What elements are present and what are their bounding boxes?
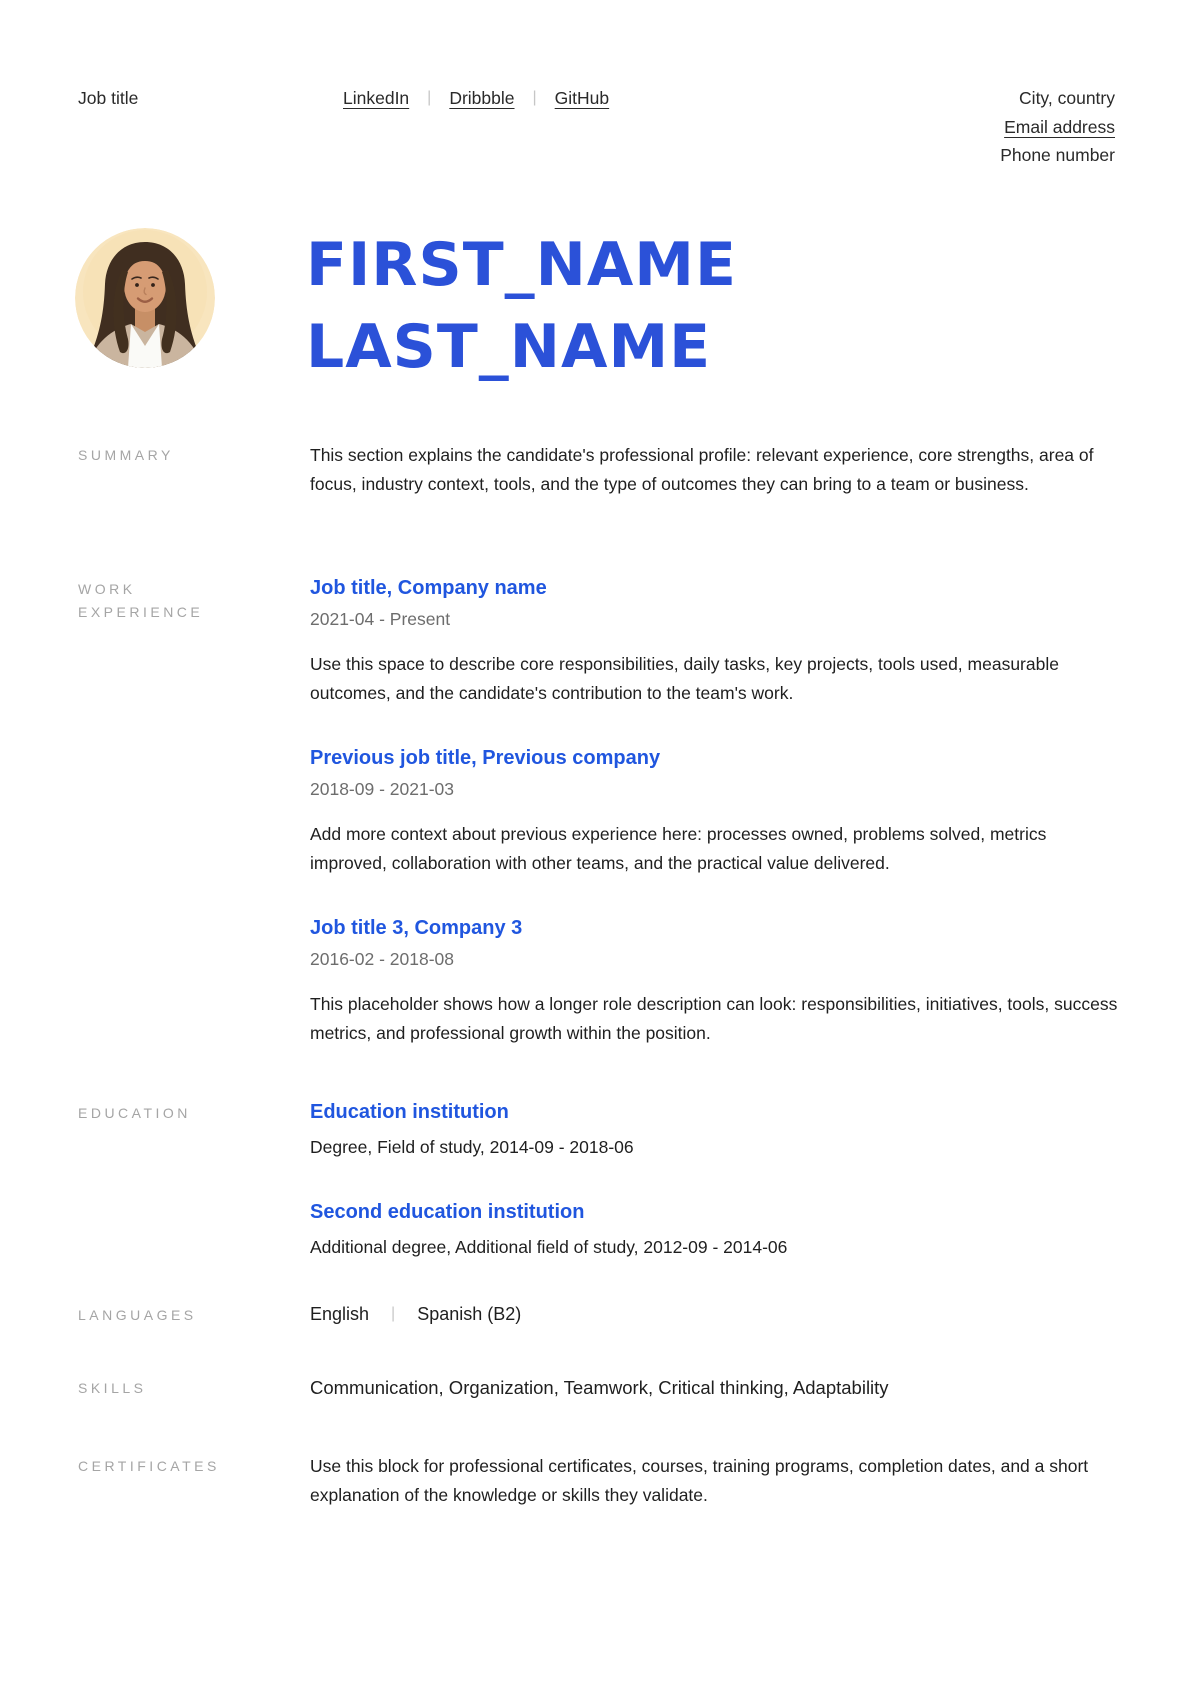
link-divider: | (532, 89, 537, 106)
language-divider: | (391, 1305, 396, 1322)
section-label-summary: SUMMARY (78, 447, 174, 463)
job-entry (310, 575, 1118, 707)
education-details: Degree, Field of study, 2014-09 - 2018-06 (310, 1137, 634, 1157)
job-dates: 2021-04 - Present (310, 609, 451, 629)
job-dates: 2018-09 - 2021-03 (310, 779, 454, 799)
section-skills (78, 1374, 1118, 1401)
section-education (78, 1099, 1118, 1259)
link-divider: | (427, 89, 432, 106)
job-description: Add more context about previous experience here: processes owned, problems solved, metrics improved, collaboration with other teams, and the practical value delivered. (310, 824, 1047, 873)
job-dates: 2016-02 - 2018-08 (310, 949, 454, 969)
job-entry (310, 915, 1118, 1047)
header-links (343, 84, 609, 112)
section-summary (78, 441, 1118, 499)
dribbble-link[interactable]: Dribbble (449, 88, 515, 108)
section-label-work-experience: WORK EXPERIENCE (78, 581, 204, 620)
job-description: Use this space to describe core responsibilities, daily tasks, key projects, tools used, measurable outcomes, and the candidate's contribution to the team's work. (310, 654, 1059, 703)
job-description: This placeholder shows how a longer role description can look: responsibilities, initiatives, tools, success metrics, and professional growth within the position. (310, 994, 1118, 1043)
header-job-title: Job title (78, 88, 139, 108)
job-title-heading: Job title, Company name (310, 577, 547, 599)
first-name: FIRST_NAME (306, 230, 737, 300)
section-label-languages: LANGUAGES (78, 1307, 197, 1323)
section-certificates (78, 1452, 1118, 1510)
location-text: City, country (1019, 88, 1115, 108)
job-title-heading: Previous job title, Previous company (310, 747, 661, 769)
github-link[interactable]: GitHub (554, 88, 610, 108)
summary-text: This section explains the candidate's professional profile: relevant experience, core strengths, area of focus, industry context, tools, and the type of outcomes they can bring to a team or business. (310, 445, 1094, 494)
language-item: Spanish (B2) (417, 1304, 522, 1324)
woman-portrait-illustration (75, 228, 215, 368)
skills-text: Communication, Organization, Teamwork, Critical thinking, Adaptability (310, 1377, 889, 1398)
header-contact (1000, 84, 1115, 170)
email-link[interactable]: Email address (1004, 116, 1115, 137)
education-institution: Education institution (310, 1101, 509, 1123)
languages-list (310, 1301, 1118, 1327)
section-languages (78, 1301, 1118, 1327)
section-label-education: EDUCATION (78, 1105, 191, 1121)
certificates-text: Use this block for professional certificates, courses, training programs, completion dates, and a short explanation of the knowledge or skills they validate. (310, 1456, 1089, 1505)
section-work-experience (78, 575, 1118, 1047)
job-title-heading: Job title 3, Company 3 (310, 917, 523, 939)
linkedin-link[interactable]: LinkedIn (343, 88, 410, 108)
section-label-certificates: CERTIFICATES (78, 1458, 220, 1474)
phone-text: Phone number (1000, 145, 1115, 165)
education-institution: Second education institution (310, 1201, 585, 1223)
last-name: LAST_NAME (306, 312, 712, 382)
education-entry (310, 1099, 1118, 1159)
education-details: Additional degree, Additional field of study, 2012-09 - 2014-06 (310, 1237, 788, 1257)
education-entry (310, 1199, 1118, 1259)
profile-photo (75, 228, 215, 368)
candidate-name (306, 224, 737, 388)
job-entry (310, 745, 1118, 877)
section-label-skills: SKILLS (78, 1380, 147, 1396)
language-item: English (310, 1304, 370, 1324)
